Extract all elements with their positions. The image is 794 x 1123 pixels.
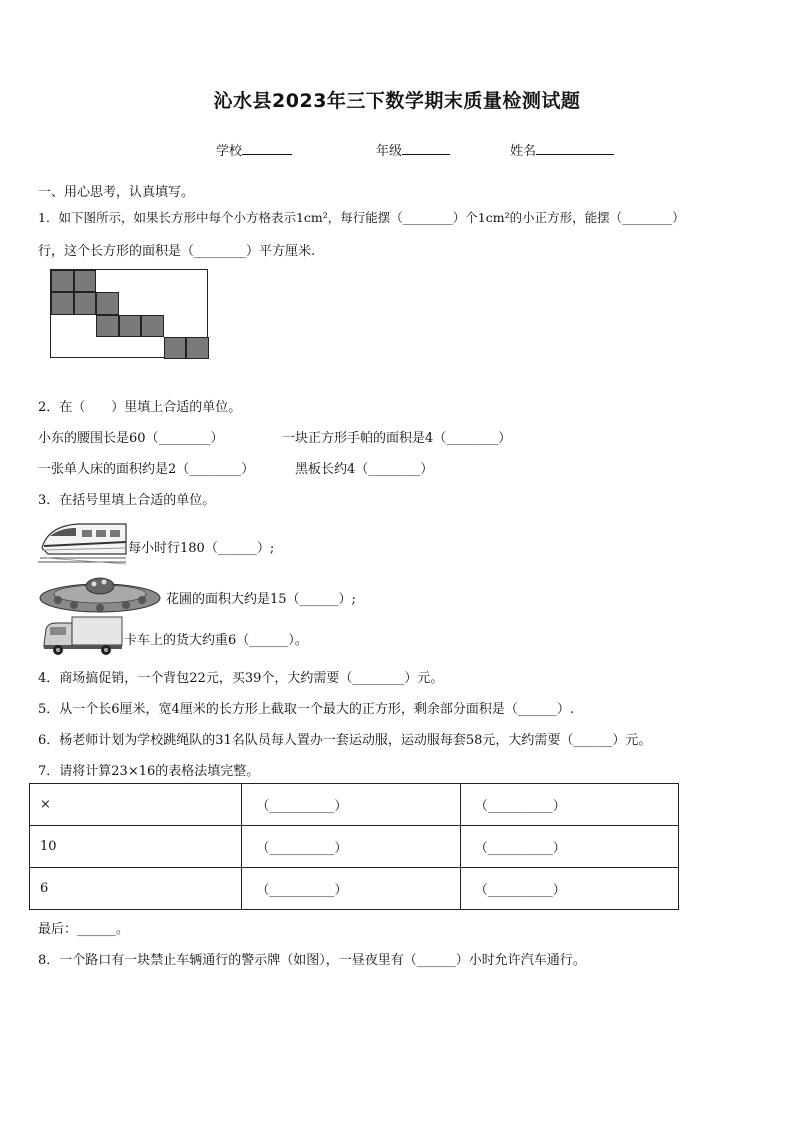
grid-cell xyxy=(96,292,119,314)
page-title: 沁水县2023年三下数学期末质量检测试题 xyxy=(213,90,581,112)
table-cell-blank[interactable]: （__________） xyxy=(460,826,678,868)
truck-icon xyxy=(42,615,124,657)
question-7: 7．请将计算23×16的表格法填完整。 xyxy=(38,764,260,779)
question-2-b: 一块正方形手帕的面积是4（________） xyxy=(282,431,512,446)
question-1-line-1: 1．如下图所示，如果长方形中每个小方格表示1cm²，每行能摆（________）个1cm²的小正方形，能摆（________） xyxy=(38,210,685,225)
question-2-d: 黑板长约4（________） xyxy=(295,462,434,477)
grid-cell xyxy=(141,315,164,337)
question-2: 2．在（ ）里填上合适的单位。 xyxy=(38,400,242,415)
table-row xyxy=(30,826,679,868)
grid-cell xyxy=(186,337,209,359)
school-field xyxy=(216,140,292,159)
table-cell: 10 xyxy=(30,826,242,868)
grid-cell xyxy=(74,292,97,314)
train-icon xyxy=(38,518,128,568)
question-5: 5．从一个长6厘米，宽4厘米的长方形上截取一个最大的正方形，剩余部分面积是（______）. xyxy=(38,702,574,717)
question-2-c: 一张单人床的面积约是2（________） xyxy=(38,462,255,477)
grid-cell xyxy=(51,270,74,292)
table-row xyxy=(30,868,679,910)
question-3-c: 卡车上的货大约重6（______）。 xyxy=(124,633,308,648)
final-answer-line: 最后：______。 xyxy=(38,922,130,937)
flower-bed-icon xyxy=(38,572,163,614)
table-cell: 6 xyxy=(30,868,242,910)
table-cell-blank[interactable]: （__________） xyxy=(460,784,678,826)
calculation-table xyxy=(29,783,679,910)
table-cell: × xyxy=(30,784,242,826)
grid-cell xyxy=(164,337,187,359)
table-cell-blank[interactable]: （__________） xyxy=(460,868,678,910)
grid-cell xyxy=(96,315,119,337)
school-blank[interactable] xyxy=(242,143,292,155)
name-blank[interactable] xyxy=(536,143,614,155)
table-cell-blank[interactable]: （__________） xyxy=(242,868,460,910)
school-label: 学校 xyxy=(216,144,243,159)
name-label: 姓名 xyxy=(510,144,537,159)
table-cell-blank[interactable]: （__________） xyxy=(242,826,460,868)
question-4: 4．商场搞促销，一个背包22元，买39个，大约需要（________）元。 xyxy=(38,671,444,686)
question-2-a: 小东的腰围长是60（________） xyxy=(38,431,224,446)
question-3: 3．在括号里填上合适的单位。 xyxy=(38,493,216,508)
grade-field xyxy=(376,140,450,159)
table-row xyxy=(30,784,679,826)
question-8: 8．一个路口有一块禁止车辆通行的警示牌（如图），一昼夜里有（______）小时允许汽车通行。 xyxy=(38,953,586,968)
table-cell-blank[interactable]: （__________） xyxy=(242,784,460,826)
grid-cell xyxy=(51,292,74,314)
question-3-b: 花圃的面积大约是15（______）; xyxy=(166,592,356,607)
grid-cell xyxy=(119,315,142,337)
rectangle-grid-figure xyxy=(50,269,208,358)
question-1-line-2: 行，这个长方形的面积是（________）平方厘米. xyxy=(38,244,316,259)
section-1-heading: 一、用心思考，认真填写。 xyxy=(38,185,195,200)
grade-label: 年级 xyxy=(376,144,403,159)
question-3-a: 每小时行180（______）; xyxy=(128,541,275,556)
name-field xyxy=(510,140,614,159)
question-6: 6．杨老师计划为学校跳绳队的31名队员每人置办一套运动服，运动服每套58元，大约需要（______）元。 xyxy=(38,733,652,748)
grid-cell xyxy=(74,270,97,292)
grade-blank[interactable] xyxy=(402,143,450,155)
